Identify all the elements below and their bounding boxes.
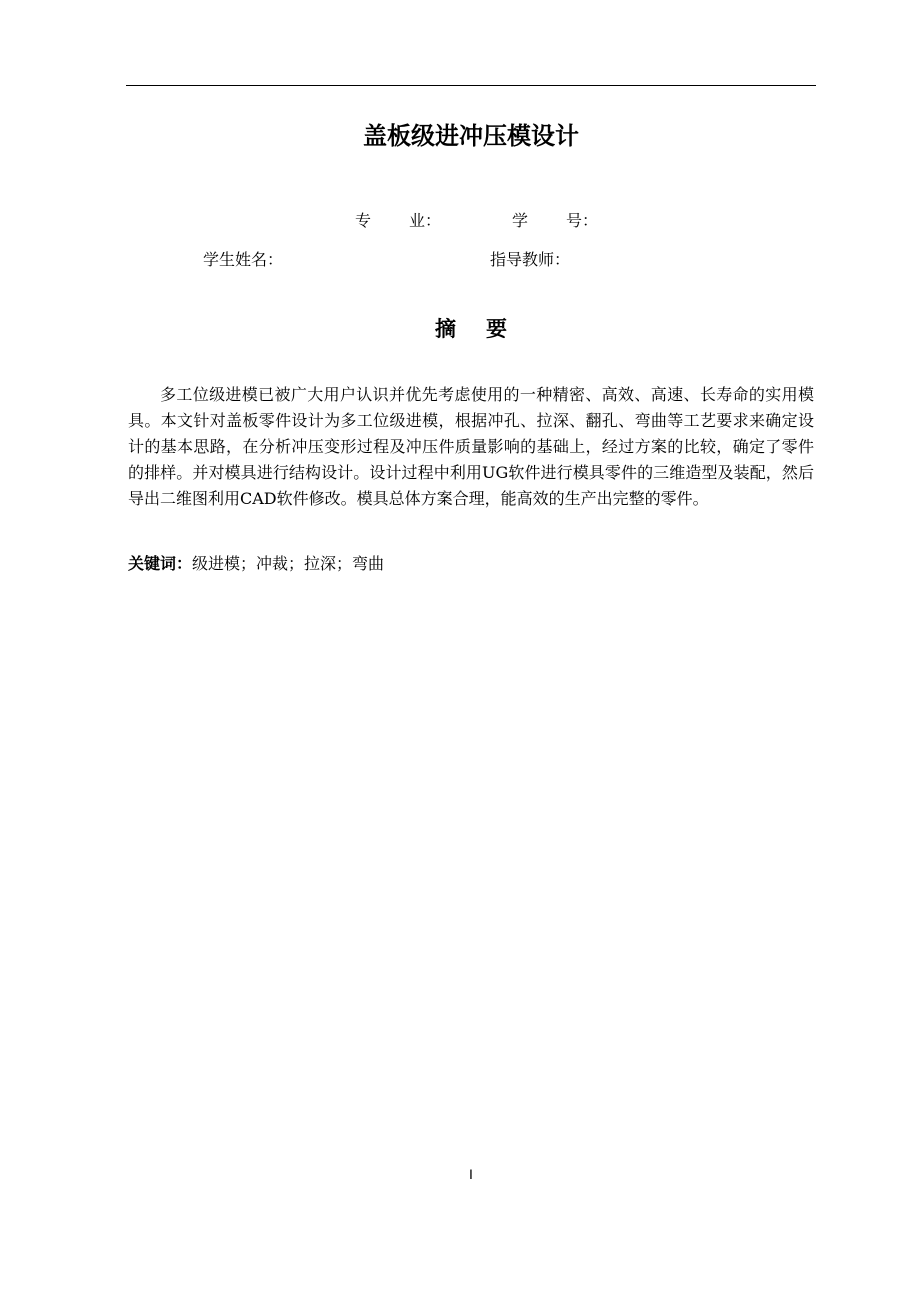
header-rule — [126, 85, 816, 86]
advisor-label: 指导教师： — [490, 250, 571, 269]
student-number-label-char-1: 学 — [512, 211, 529, 230]
keywords-line — [128, 551, 384, 577]
major-label — [355, 209, 441, 233]
abstract-heading — [126, 313, 816, 345]
student-name-label: 学生姓名： — [203, 250, 284, 269]
abstract-heading-char-2: 要 — [486, 317, 507, 341]
abstract-heading-char-1: 摘 — [435, 317, 456, 341]
abstract-body: 多工位级进模已被广大用户认识并优先考虑使用的一种精密、高效、高速、长寿命的实用模具。本文针对盖板零件设计为多工位级进模，根据冲孔、拉深、翻孔、弯曲等工艺要求来确定设计的基本思路，在分析冲压变形过程及冲压件质量影响的基础上，经过方案的比较，确定了零件的排样。并对模具进行结构设计。设计过程中利用UG软件进行模具零件的三维造型及装配，然后导出二维图利用CAD软件修改。模具总体方案合理，能高效的生产出完整的零件。 — [128, 385, 814, 508]
student-number-label — [512, 209, 598, 233]
keywords-value: 级进模；冲裁；拉深；弯曲 — [192, 554, 385, 573]
major-label-char-2: 业： — [409, 211, 442, 230]
page-number: I — [469, 1166, 473, 1182]
document-title: 盖板级进冲压模设计 — [363, 122, 579, 150]
major-label-char-1: 专 — [355, 211, 372, 230]
keywords-label: 关键词： — [128, 554, 193, 573]
student-number-label-char-2: 号： — [566, 211, 599, 230]
